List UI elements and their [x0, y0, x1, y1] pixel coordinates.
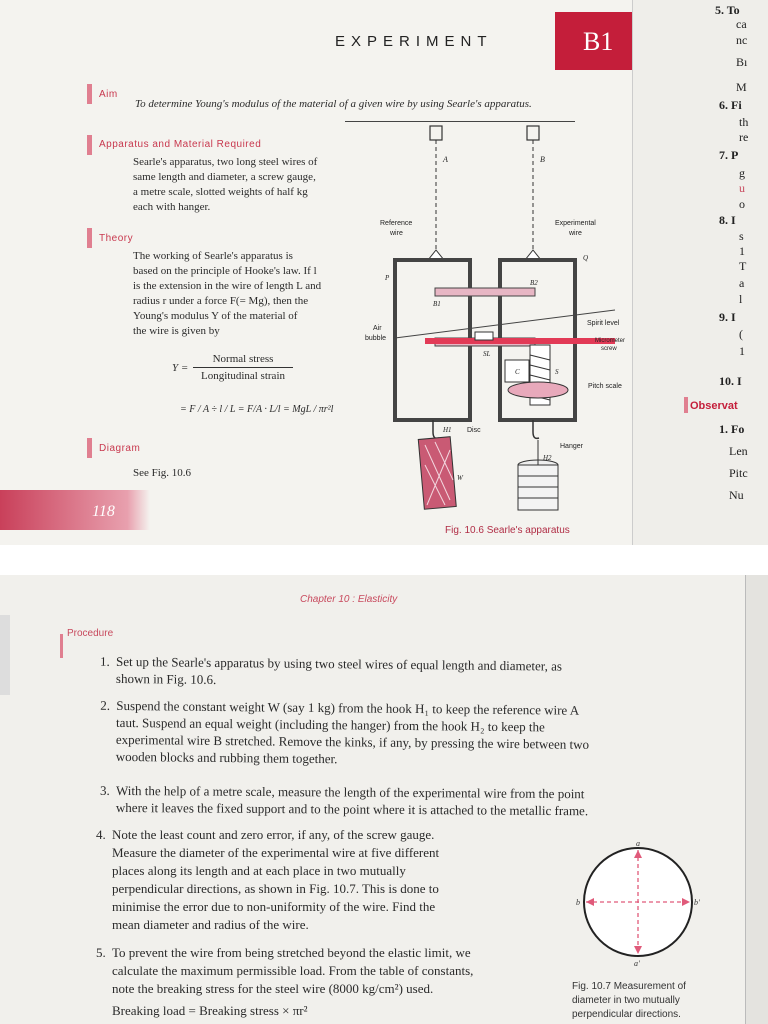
label-A: A [443, 155, 448, 164]
step-number: 2. [100, 697, 111, 713]
facing-line: o [739, 197, 745, 211]
label-B: B [540, 155, 545, 164]
theory-text [133, 249, 321, 339]
aim-heading: Aim [99, 89, 118, 100]
observations-heading: Observat [690, 400, 738, 412]
step-line: shown in Fig. 10.6. [115, 670, 217, 687]
apparatus-line: each with hanger. [133, 201, 211, 213]
apparatus-line: a metre scale, slotted weights of half kg [133, 186, 308, 198]
photo-gap [0, 545, 768, 575]
experiment-number: B1 [583, 27, 614, 56]
experiment-title: EXPERIMENT [335, 33, 493, 50]
aim-bar [87, 84, 92, 104]
label-reference-wire: wire [390, 230, 403, 237]
facing-line: 7. P [719, 148, 739, 162]
label-a: a [636, 839, 640, 848]
step-number: 4. [96, 827, 106, 842]
theory-line: is the extension in the wire of length L and [133, 280, 322, 292]
label-pitch-scale: Pitch scale [588, 383, 622, 390]
step-number: 3. [100, 782, 110, 798]
step-line: mean diameter and radius of the wire. [112, 917, 309, 932]
theory-line: The working of Searle's apparatus is [133, 250, 293, 262]
label-reference: Reference [380, 220, 413, 227]
page-number-band [0, 490, 150, 530]
step-line: perpendicular directions, as shown in Fig. 10.7. This is done to [112, 881, 439, 896]
label-a-prime: a' [634, 959, 640, 968]
label-air: Air [373, 325, 382, 332]
page-edge-left [0, 615, 10, 695]
facing-line: u [739, 181, 745, 195]
theory-bar [87, 228, 92, 248]
label-C: C [515, 368, 520, 376]
label-spirit-level: Spirit level [587, 320, 620, 327]
facing-line: th [739, 115, 749, 129]
label-S: S [555, 368, 559, 376]
step-line: experimental wire B stretched. Remove the kinks, if any, by pressing the wire between two [115, 731, 590, 752]
facing-line: 9. I [719, 310, 736, 324]
step-line: Measure the diameter of the experimental wire at five different [112, 845, 440, 860]
label-B1: B1 [433, 300, 441, 308]
label-experimental: Experimental [555, 220, 596, 227]
facing-line: a [739, 276, 745, 290]
caption-line: perpendicular directions. [572, 1009, 681, 1020]
procedure-step-2 [100, 697, 721, 771]
facing-line: T [739, 259, 747, 273]
observations-bar [684, 397, 688, 413]
observation-line: Len [729, 444, 748, 458]
label-disc: Disc [467, 427, 481, 434]
facing-line: M [736, 80, 747, 94]
fig-10-6-caption: Fig. 10.6 Searle's apparatus [445, 525, 570, 536]
apparatus-line: Searle's apparatus, two long steel wires of [133, 156, 318, 168]
label-bubble: bubble [365, 335, 387, 342]
label-b-prime: b' [694, 898, 700, 907]
experiment-number-tab [555, 12, 632, 70]
searles-apparatus-figure [355, 120, 630, 525]
step-line: where it leaves the fixed support and to the point where it is attached to the metallic frame. [115, 799, 589, 819]
facing-line: 8. I [719, 213, 736, 227]
observation-line: 1. Fo [719, 422, 745, 436]
facing-line: 1 [739, 244, 745, 258]
label-experimental-wire: wire [569, 230, 582, 237]
label-H1: H1 [443, 426, 452, 434]
label-W: W [457, 474, 463, 482]
step-line: note the breaking stress for the steel wire (8000 kg/cm²) used. [112, 981, 434, 996]
facing-line: 1 [739, 344, 745, 358]
facing-line: 10. I [719, 374, 742, 388]
observation-line: Pitc [729, 466, 748, 480]
step-line: Note the least count and zero error, if any, of the screw gauge. [112, 827, 435, 842]
theory-line: radius r under a force F(= Mg), then the [133, 295, 309, 307]
aim-text: To determine Young's modulus of the material of a given wire by using Searle's apparatus. [135, 98, 532, 110]
page-edge-right [745, 575, 768, 1024]
apparatus-text [133, 155, 317, 215]
label-P: P [385, 274, 390, 282]
procedure-step-1 [100, 653, 720, 693]
diagram-bar [87, 438, 92, 458]
fig-10-7-caption [572, 980, 686, 1022]
facing-line: g [739, 166, 745, 180]
label-hanger: Hanger [560, 443, 583, 450]
step-line: minimise the error due to non-uniformity of the wire. Find the [112, 899, 436, 914]
label-B2: B2 [530, 279, 538, 287]
step-number: 5. [96, 945, 106, 960]
label-screw: screw [601, 346, 617, 352]
facing-page [632, 0, 768, 545]
theory-line: the wire is given by [133, 325, 220, 337]
step-line: To prevent the wire from being stretched beyond the elastic limit, we [112, 945, 471, 960]
page-number: 118 [92, 503, 115, 520]
diagram-text: See Fig. 10.6 [133, 467, 192, 479]
theory-line: based on the principle of Hooke's law. If l [133, 265, 317, 277]
facing-line: Bı [736, 55, 748, 69]
step-line: calculate the maximum permissible load. From the table of constants, [112, 963, 474, 978]
procedure-step-4 [96, 826, 566, 934]
label-SL: SL [483, 350, 491, 358]
step-line: Set up the Searle's apparatus by using two steel wires of equal length and diameter, as [116, 653, 563, 674]
caption-line: Fig. 10.7 Measurement of [572, 981, 686, 992]
procedure-bar [60, 634, 63, 658]
label-H2: H2 [543, 454, 552, 462]
facing-line: ca [736, 17, 747, 31]
step-line: With the help of a metre scale, measure the length of the experimental wire from the point [116, 782, 585, 802]
theory-line: Young's modulus Y of the material of [133, 310, 298, 322]
formula-numerator: Normal stress [193, 352, 293, 368]
facing-line: 6. Fi [719, 98, 742, 112]
step-line: taut. Suspend an equal weight (including the hanger) from the hook H₂ to keep the [116, 714, 545, 735]
observation-line: Nu [729, 488, 744, 502]
formula-denominator: Longitudinal strain [200, 370, 285, 382]
facing-line: ( [739, 327, 743, 341]
chapter-heading: Chapter 10 : Elasticity [300, 594, 398, 605]
procedure-heading: Procedure [67, 628, 114, 639]
theory-heading: Theory [99, 233, 134, 244]
apparatus-bar [87, 135, 92, 155]
facing-line: re [739, 130, 749, 144]
label-micrometer: Micrometer [595, 338, 626, 344]
label-Q: Q [583, 254, 589, 262]
procedure-step-5 [96, 944, 566, 998]
page-118 [0, 0, 632, 545]
apparatus-heading: Apparatus and Material Required [99, 139, 262, 150]
caption-line: diameter in two mutually [572, 995, 680, 1006]
facing-line: l [739, 292, 743, 306]
facing-line: s [739, 229, 744, 243]
procedure-step-3 [100, 782, 720, 820]
diagram-heading: Diagram [99, 443, 141, 454]
formula-lhs: Y = [172, 362, 189, 374]
step-number: 1. [100, 653, 110, 669]
apparatus-line: same length and diameter, a screw gauge, [133, 171, 316, 183]
facing-line: 5. To [715, 3, 740, 17]
fig-10-7-diagram [568, 838, 718, 968]
step-line: places along its length and at each place in two mutually [112, 863, 406, 878]
breaking-load-formula: Breaking load = Breaking stress × πr² [112, 1003, 308, 1018]
facing-line: nc [736, 33, 748, 47]
label-b: b [576, 898, 580, 907]
formula-expansion: = F / A ÷ l / L = F/A · L/l = MgL / πr²l [180, 404, 334, 415]
step-line: wooden blocks and rubbing them together. [115, 748, 338, 767]
step-line: Suspend the constant weight W (say 1 kg) from the hook H₁ to keep the reference wire A [116, 697, 580, 718]
